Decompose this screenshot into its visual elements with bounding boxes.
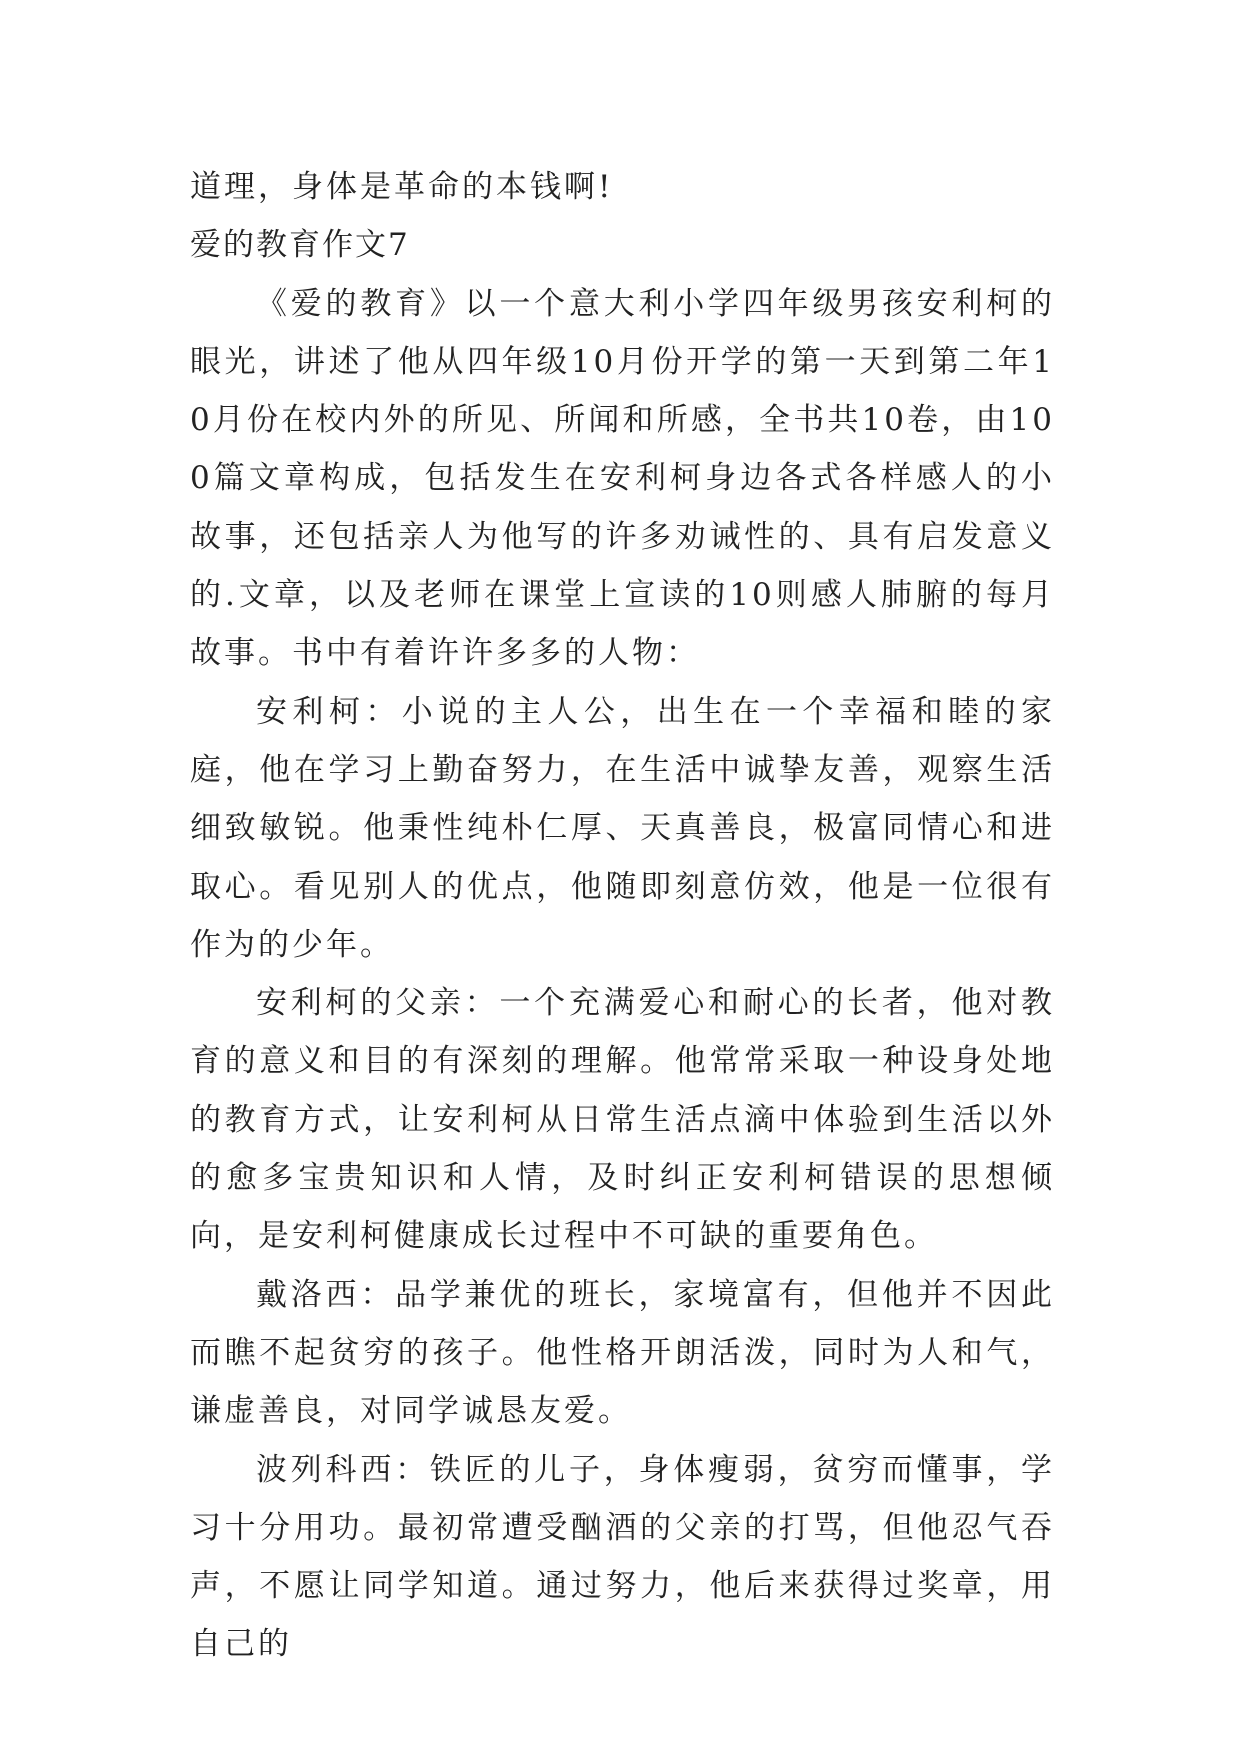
paragraph-derossi: 戴洛西：品学兼优的班长，家境富有，但他并不因此而瞧不起贫穷的孩子。他性格开朗活泼，同时为人和气，谦虚善良，对同学诚恳友爱。 (190, 1276, 1055, 1430)
paragraph-intro: 《爱的教育》以一个意大利小学四年级男孩安利柯的眼光，讲述了他从四年级10月份开学的第一天到第二年10月份在校内外的所见、所闻和所感，全书共10卷，由100篇文章构成，包括发生在安利柯身边各式各样感人的小故事，还包括亲人为他写的许多劝诫性的、具有启发意义的.文章，以及老师在课堂上宣读的10则感人肺腑的每月故事。书中有着许许多多的人物： (190, 285, 1055, 672)
document-body (190, 158, 1055, 1674)
paragraph-enrico: 安利柯：小说的主人公，出生在一个幸福和睦的家庭，他在学习上勤奋努力，在生活中诚挚友善，观察生活细致敏锐。他秉性纯朴仁厚、天真善良，极富同情心和进取心。看见别人的优点，他随即刻意仿效，他是一位很有作为的少年。 (190, 693, 1055, 963)
section-heading: 爱的教育作文7 (190, 227, 410, 264)
paragraph-precossi: 波列科西：铁匠的儿子，身体瘦弱，贫穷而懂事，学习十分用功。最初常遭受酗酒的父亲的打骂，但他忍气吞声，不愿让同学知道。通过努力，他后来获得过奖章，用自己的 (190, 1451, 1055, 1663)
paragraph-continuation: 道理，身体是革命的本钱啊! (190, 169, 614, 205)
paragraph-father: 安利柯的父亲：一个充满爱心和耐心的长者，他对教育的意义和目的有深刻的理解。他常常采取一种设身处地的教育方式，让安利柯从日常生活点滴中体验到生活以外的愈多宝贵知识和人情，及时纠正安利柯错误的思想倾向，是安利柯健康成长过程中不可缺的重要角色。 (190, 985, 1055, 1255)
